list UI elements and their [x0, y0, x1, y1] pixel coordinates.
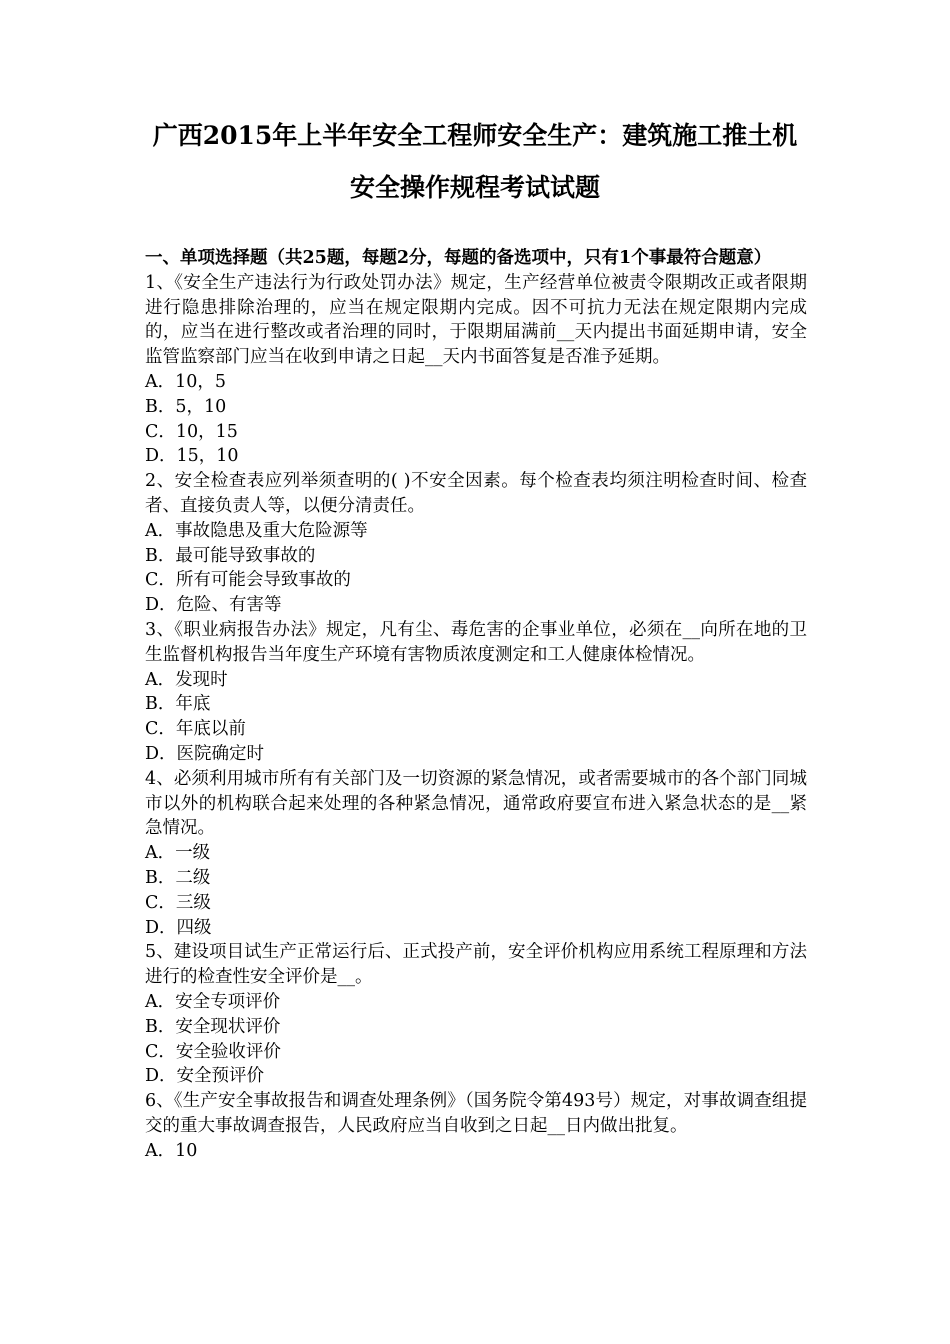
question-2-option-b: B．最可能导致事故的: [145, 545, 316, 566]
question-4-option-a: A．一级: [145, 843, 211, 864]
question-1-option-b: B．5，10: [145, 396, 227, 417]
question-3-option-a: A．发现时: [145, 669, 228, 690]
question-4-option-c: C．三级: [145, 892, 211, 913]
question-6-stem: 6、《生产安全事故报告和调查处理条例》（国务院令第493号）规定，对事故调查组提交的重大事故调查报告，人民政府应当自收到之日起__日内做出批复。: [145, 1091, 807, 1136]
question-2-stem: 2、安全检查表应列举须查明的( )不安全因素。每个检查表均须注明检查时间、检查者、直接负责人等，以便分清责任。: [145, 471, 807, 516]
question-3-stem: 3、《职业病报告办法》规定，凡有尘、毒危害的企事业单位，必须在__向所在地的卫生监督机构报告当年度生产环境有害物质浓度测定和工人健康体检情况。: [145, 619, 807, 665]
question-4-stem: 4、必须利用城市所有有关部门及一切资源的紧急情况，或者需要城市的各个部门同城市以外的机构联合起来处理的各种紧急情况，通常政府要宣布进入紧急状态的是__紧急情况。: [145, 768, 807, 839]
question-3-option-c: C．年底以前: [145, 719, 246, 740]
question-3-option-b: B．年底: [145, 694, 211, 715]
question-5-option-c: C．安全验收评价: [145, 1041, 281, 1062]
document-title-line2: 安全操作规程考试试题: [349, 173, 600, 202]
question-2-option-c: C．所有可能会导致事故的: [145, 570, 351, 591]
question-3-option-d: D．医院确定时: [145, 743, 265, 764]
question-5-option-a: A．安全专项评价: [145, 991, 281, 1012]
question-1-stem: 1、《安全生产违法行为行政处罚办法》规定，生产经营单位被责令限期改正或者限期进行隐患排除治理的，应当在规定限期内完成。因不可抗力无法在规定限期内完成的，应当在进行整改或者治理的同时，于限期届满前__天内提出书面延期申请，安全监管监察部门应当在收到申请之日起__天内书面答复是否准予延期。: [145, 272, 807, 368]
document-body: [145, 246, 807, 1163]
question-2-option-d: D．危险、有害等: [145, 595, 282, 616]
question-4-option-d: D．四级: [145, 917, 212, 938]
question-6-option-a: A．10: [145, 1140, 198, 1161]
question-1-option-a: A．10，5: [145, 371, 227, 392]
question-5-stem: 5、建设项目试生产正常运行后、正式投产前，安全评价机构应用系统工程原理和方法进行的检查性安全评价是__。: [145, 942, 807, 988]
section-heading: 一、单项选择题（共25题，每题2分，每题的备选项中，只有1个事最符合题意）: [145, 248, 772, 268]
question-5-option-b: B．安全现状评价: [145, 1016, 281, 1037]
question-2-option-a: A．事故隐患及重大危险源等: [145, 520, 368, 541]
question-5-option-d: D．安全预评价: [145, 1066, 265, 1087]
document-title-line1: 广西2015年上半年安全工程师安全生产：建筑施工推土机: [152, 121, 798, 150]
question-1-option-d: D．15，10: [145, 446, 239, 467]
question-1-option-c: C．10，15: [145, 421, 238, 442]
question-4-option-b: B．二级: [145, 867, 211, 888]
